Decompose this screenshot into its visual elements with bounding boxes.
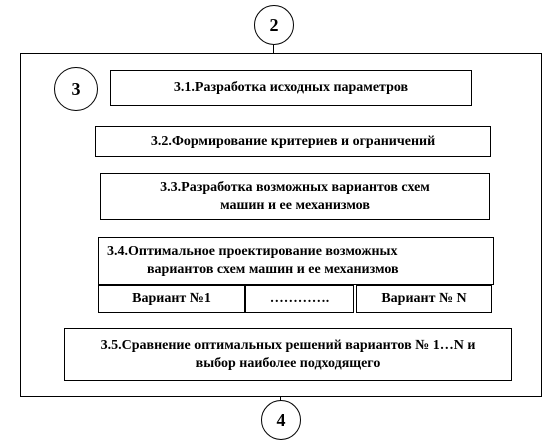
block-3-5-line1: 3.5.Сравнение оптимальных решений вариантов № 1…N и	[100, 337, 476, 353]
block-3-3-line2: машин и ее механизмов	[220, 197, 370, 213]
block-3-3	[100, 173, 490, 220]
stage-circle-label: 3	[71, 78, 81, 99]
block-3-4	[98, 237, 494, 285]
variant-n-label: Вариант № N	[381, 291, 467, 306]
block-3-4-line2: вариантов схем машин и ее механизмов	[147, 262, 399, 277]
connector-top-label: 2	[269, 14, 279, 35]
block-3-1	[110, 70, 472, 106]
block-3-2-text: 3.2.Формирование критериев и ограничений	[150, 133, 436, 149]
block-3-4-line1: 3.4.Оптимальное проектирование возможных	[107, 244, 398, 259]
block-3-1-text: 3.1.Разработка исходных параметров	[173, 80, 409, 95]
connector-bottom-label: 4	[276, 409, 286, 430]
connector-top	[254, 5, 294, 45]
stage-circle	[54, 67, 98, 111]
block-3-5	[64, 328, 512, 381]
variant-ellipsis-box	[245, 285, 354, 313]
variant-1-label: Вариант №1	[132, 291, 211, 306]
block-3-5-line2: выбор наиболее подходящего	[195, 355, 381, 371]
block-3-3-line1: 3.3.Разработка возможных вариантов схем	[160, 179, 430, 195]
connector-bottom	[261, 400, 301, 440]
variant-ellipsis-label: ………….	[269, 291, 330, 306]
variant-n-box	[356, 285, 492, 313]
block-3-2	[95, 126, 491, 157]
variant-1-box	[98, 285, 245, 313]
